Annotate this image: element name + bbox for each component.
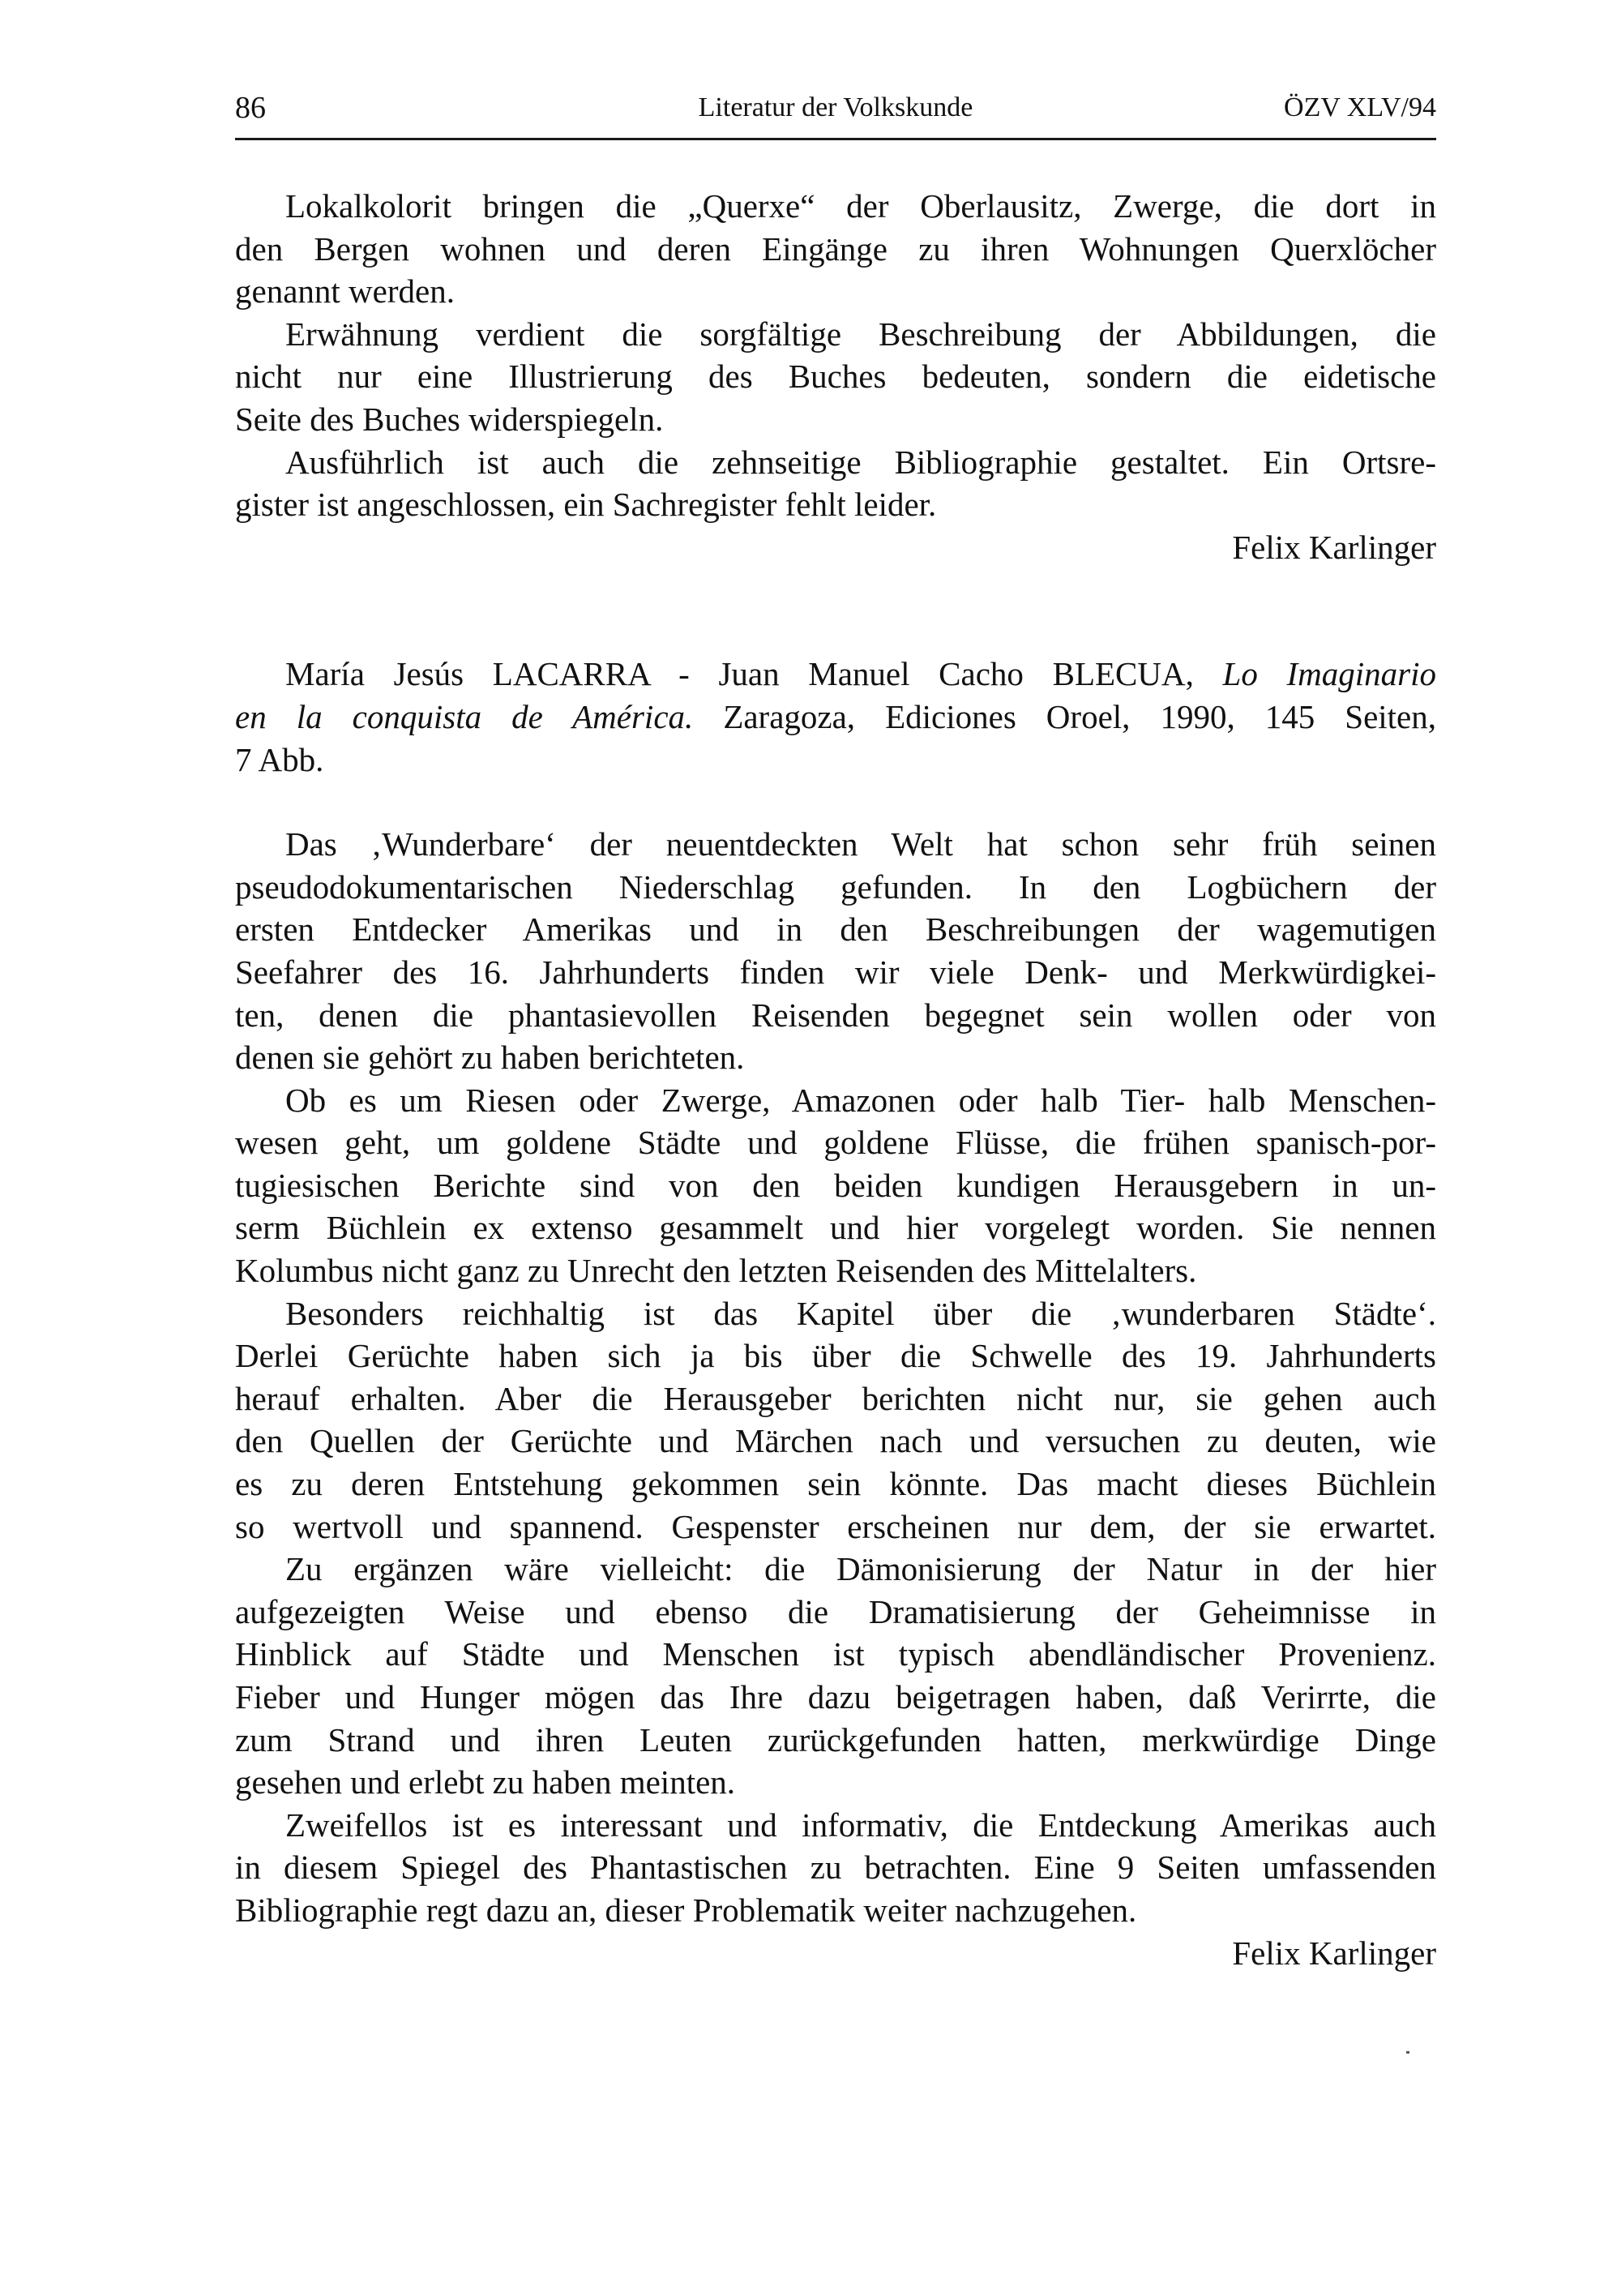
review-2-paragraph-4: [235, 1548, 1436, 1804]
citation-title-part-2: en la conquista de América.: [235, 697, 694, 735]
text-line: gister ist angeschlossen, ein Sachregister fehlt leider.: [235, 486, 937, 524]
running-header: [235, 88, 1436, 128]
text-line: herauf erhalten. Aber die Herausgeber berichten nicht nur, sie gehen auch: [235, 1379, 1436, 1417]
review-2-paragraph-3: [235, 1292, 1436, 1549]
text-line: in diesem Spiegel des Phantastischen zu betrachten. Eine 9 Seiten umfassenden: [235, 1848, 1436, 1887]
journal-issue: ÖZV XLV/94: [1284, 92, 1436, 122]
text-line: gesehen und erlebt zu haben meinten.: [235, 1763, 736, 1801]
review-1-paragraph-1: [235, 185, 1436, 313]
review-1-paragraph-2: [235, 313, 1436, 441]
text-line: Ausführlich ist auch die zehnseitige Bibliographie gestaltet. Ein Ortsre-: [285, 443, 1436, 481]
review-2-paragraph-5: [235, 1804, 1436, 1932]
text-line: Bibliographie regt dazu an, dieser Problematik weiter nachzugehen.: [235, 1891, 1137, 1929]
review-2-signature: Felix Karlinger: [1232, 1934, 1436, 1972]
text-line: den Quellen der Gerüchte und Märchen nach und versuchen zu deuten, wie: [235, 1422, 1436, 1460]
running-title: Literatur der Volkskunde: [698, 92, 973, 122]
text-line: nicht nur eine Illustrierung des Buches bedeuten, sondern die eidetische: [235, 358, 1436, 396]
text-line: Lokalkolorit bringen die „Querxe“ der Oberlausitz, Zwerge, die dort in: [285, 187, 1436, 225]
text-line: Fieber und Hunger mögen das Ihre dazu beigetragen haben, daß Verirrte, die: [235, 1678, 1436, 1716]
review-2-paragraph-1: [235, 823, 1436, 1079]
text-line: pseudodokumentarischen Niederschlag gefunden. In den Logbüchern der: [235, 867, 1436, 906]
text-line: Seefahrer des 16. Jahrhunderts finden wir viele Denk- und Merkwürdigkei-: [235, 953, 1436, 991]
page-body: [235, 185, 1436, 1974]
text-line: es zu deren Entstehung gekommen sein könnte. Das macht dieses Büchlein: [235, 1465, 1436, 1503]
review-1-signature: Felix Karlinger: [1232, 528, 1436, 566]
text-line: ersten Entdecker Amerikas und in den Beschreibungen der wagemutigen: [235, 910, 1436, 949]
citation-line-1: [235, 653, 1436, 696]
text-line: wesen geht, um goldene Städte und goldene Flüsse, die frühen spanisch-por-: [235, 1124, 1436, 1162]
text-line: Besonders reichhaltig ist das Kapitel über die ‚wunderbaren Städte‘.: [285, 1294, 1436, 1332]
header-rule: [235, 138, 1436, 140]
text-line: Kolumbus nicht ganz zu Unrecht den letzten Reisenden des Mittelalters.: [235, 1252, 1197, 1290]
text-line: tugiesischen Berichte sind von den beiden kundigen Herausgebern in un-: [235, 1166, 1436, 1204]
review-2-paragraph-2: [235, 1079, 1436, 1292]
text-line: Zweifellos ist es interessant und informativ, die Entdeckung Amerikas auch: [285, 1806, 1436, 1844]
review-1-paragraph-3: [235, 441, 1436, 526]
text-line: genannt werden.: [235, 272, 455, 311]
citation-line-3: 7 Abb.: [235, 740, 324, 778]
text-line: aufgezeigten Weise und ebenso die Dramatisierung der Geheimnisse in: [235, 1592, 1436, 1630]
scan-speck: [1406, 2051, 1409, 2054]
text-line: so wertvoll und spannend. Gespenster erscheinen nur dem, der sie erwartet.: [235, 1507, 1436, 1545]
text-line: Derlei Gerüchte haben sich ja bis über die Schwelle des 19. Jahrhunderts: [235, 1337, 1436, 1375]
page-number: 86: [235, 91, 266, 125]
section-gap: [235, 568, 1436, 653]
text-line: Seite des Buches widerspiegeln.: [235, 400, 664, 438]
text-line: denen sie gehört zu haben berichteten.: [235, 1039, 745, 1077]
text-line: ten, denen die phantasievollen Reisenden begegnet sein wollen oder von: [235, 996, 1436, 1034]
text-line: zum Strand und ihren Leuten zurückgefunden hatten, merkwürdige Dinge: [235, 1720, 1436, 1758]
text-line: den Bergen wohnen und deren Eingänge zu ihren Wohnungen Querxlöcher: [235, 229, 1436, 268]
text-line: Erwähnung verdient die sorgfältige Beschreibung der Abbildungen, die: [285, 315, 1436, 353]
review-2-citation: [235, 653, 1436, 781]
text-line: Hinblick auf Städte und Menschen ist typisch abendländischer Provenienz.: [235, 1635, 1436, 1673]
citation-title-part-1: Lo Imaginario: [1222, 655, 1436, 693]
section-gap: [235, 781, 1436, 823]
citation-publication: Zaragoza, Ediciones Oroel, 1990, 145 Seiten,: [693, 697, 1436, 735]
text-line: Ob es um Riesen oder Zwerge, Amazonen oder halb Tier- halb Menschen-: [285, 1081, 1436, 1119]
citation-line-2: [235, 696, 1436, 739]
citation-authors: María Jesús LACARRA - Juan Manuel Cacho BLECUA,: [285, 655, 1223, 693]
text-line: Das ‚Wunderbare‘ der neuentdeckten Welt hat schon sehr früh seinen: [285, 825, 1436, 863]
text-line: Zu ergänzen wäre vielleicht: die Dämonisierung der Natur in der hier: [285, 1550, 1436, 1588]
text-line: serm Büchlein ex extenso gesammelt und hier vorgelegt worden. Sie nennen: [235, 1209, 1436, 1247]
